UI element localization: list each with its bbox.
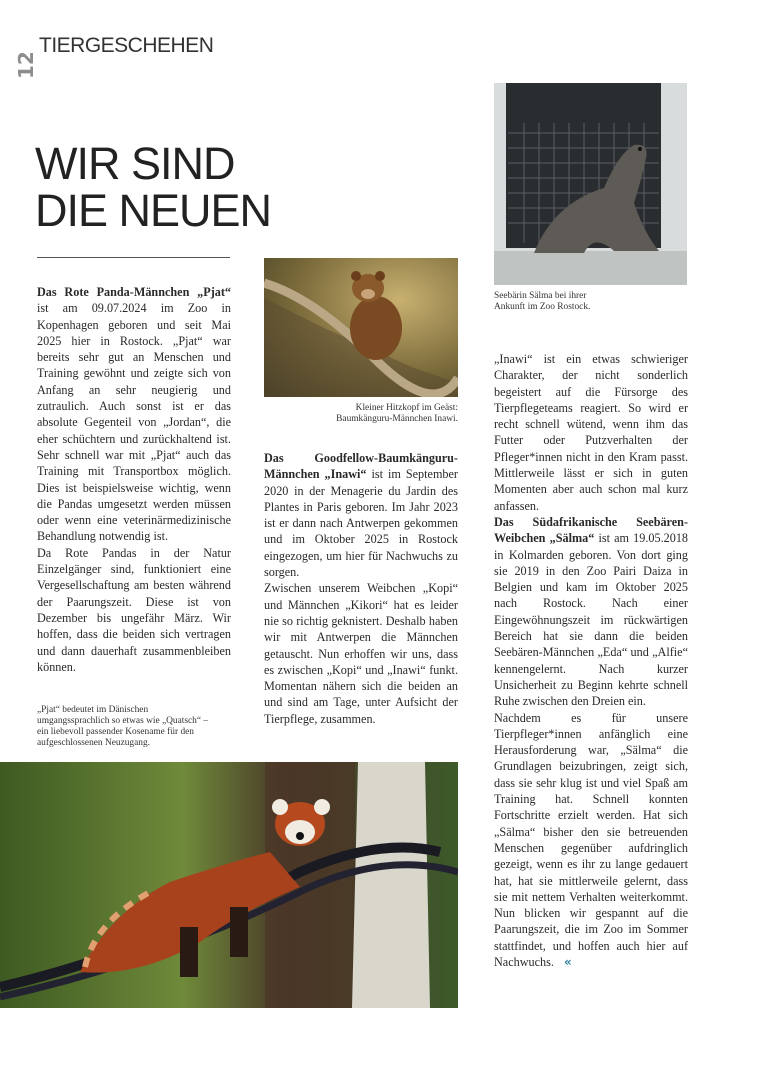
paragraph-text: ist im September 2020 in der Menagerie du Jardin des Plantes in Paris geboren. Im Jahr 2023 ist er dann nach Antwerpen gekommen und im Oktober 2025 in Rostock eingezogen, um hier für Nachwuchs zu sorgen. [264, 467, 458, 580]
lead-bold: Das Südafrikanische Seebären-Weibchen „Sälma“ [494, 514, 688, 546]
section-title: TIERGESCHEHEN [39, 34, 214, 57]
paragraph: Zwischen unserem Weibchen „Kopi“ und Männchen „Kikori“ hat es leider nie so richtig geknistert. Deshalb haben wir mit Antwerpen die Männchen getauscht. Nun erhoffen wir uns, dass es zwischen „Kopi“ und „Inawi“ funkt. Momentan nähern sich die beiden an und sind am Tage, unter Aufsicht der Tierpflege, zusammen. [264, 581, 458, 726]
lead-bold: Das Rote Panda-Männchen „Pjat“ [37, 285, 231, 299]
headline-line-1: WIR SIND [35, 138, 235, 189]
paragraph [494, 514, 688, 710]
paragraph [37, 284, 231, 545]
paragraph-text: Nachdem es für unsere Tierpfleger*innen anfänglich eine Herausforderung war, „Sälma“ die Grundlagen beizubringen, zeigt sich, dass sie sehr klug ist und viel Spaß am Training hat. Schnell konnten Fortschritte erzielt werden. Hat sich „Sälma“ bisher den sie betreuenden Menschen gegenüber aufdringlich gezeigt, wenn es ihr zu lange gedauert hat, hat sie mittlerweile gelernt, dass sie mit nettem Verhalten weiterkommt. Nun blicken wir gespannt auf die Paarungszeit, die im Zoo im Sommer stattfindet, und hoffen auch hier auf Nachwuchs. [494, 710, 688, 969]
article-column-3 [494, 351, 688, 970]
article-column-2 [264, 450, 458, 727]
tree-kangaroo-illustration [264, 258, 458, 397]
paragraph-text: ist am 19.05.2018 in Kolmarden geboren. Von dort ging sie 2019 in den Zoo Pairi Daiza in Belgien und kam im Oktober 2025 nach Rostock. Nach einer Eingewöhnungszeit im rückwärtigen Bereich hat sie dann die beiden Seebären-Männchen „Eda“ und „Alfie“ kennengelernt. Nach kurzer Unsicherheit zu Beginn kehrte schnell Ruhe zwischen den Dreien ein. [494, 531, 689, 709]
red-panda-illustration [0, 762, 458, 1008]
caption-line: Seebärin Sälma bei ihrer [494, 291, 587, 301]
caption-line: Kleiner Hitzkopf im Geäst: [355, 403, 458, 413]
headline [35, 140, 271, 234]
headline-line-2: DIE NEUEN [35, 185, 272, 236]
paragraph [264, 450, 458, 580]
fur-seal-illustration [494, 83, 687, 285]
page-number: 12 [14, 51, 38, 79]
seal-caption [494, 291, 687, 313]
paragraph [494, 710, 688, 971]
fur-seal-photo [494, 83, 687, 285]
paragraph: Da Rote Pandas in der Natur Einzelgänger sind, funktioniert eine Vergesellschaftung am besten während der Paarungszeit. Diese ist von Dezember bis ungefähr März. Wir hoffen, dass die beiden sich vertragen und dann dauerhaft zusammenbleiben können. [37, 545, 231, 674]
paragraph: „Inawi“ ist ein etwas schwieriger Charakter, der nicht sonderlich begeistert auf die Fürsorge des Tierpflegeteams reagiert. So wird er recht schnell wütend, wenn ihm das Futter oder Putzverhalten der Pfleger*innen nicht in den Kram passt. Mittlerweile lässt er sich in guten Momenten aber auch schon mal kurz anfassen. [494, 352, 688, 513]
red-panda-photo [0, 762, 458, 1008]
end-mark-icon: « [563, 954, 572, 969]
divider [37, 257, 230, 258]
caption-line: Baumkänguru-Männchen Inawi. [336, 414, 458, 424]
lead-bold: Das Goodfellow-Baumkänguru-Männchen „Inawi“ [264, 451, 458, 482]
article-column-1 [37, 284, 231, 749]
caption-line: Ankunft im Zoo Rostock. [494, 302, 591, 312]
kangaroo-caption [264, 403, 458, 425]
footnote: „Pjat“ bedeutet im Dänischen umgangssprachlich so etwas wie „Quatsch“ – ein liebevoll passender Kosename für den aufgeschlossenen Neuzugang. [37, 705, 209, 749]
paragraph-text: ist am 09.07.2024 im Zoo in Kopenhagen geboren und seit Mai 2025 hier in Rostock. „Pjat“ war bereits sehr gut an Menschen und Training gewöhnt und zeigte sich von Anfang an sehr neugierig und zutraulich. Auch sonst ist er das absolute Gegenteil von „Jordan“, die eher schüchtern und zurückhaltend ist. Sehr schnell war mit „Pjat“ auch das Training mit Transportbox möglich. Dies ist beispielsweise wichtig, wenn die Pandas umgesetzt werden müssen oder wenn eine veterinärmedizinische Behandlung notwendig ist. [37, 301, 231, 544]
tree-kangaroo-photo [264, 258, 458, 397]
